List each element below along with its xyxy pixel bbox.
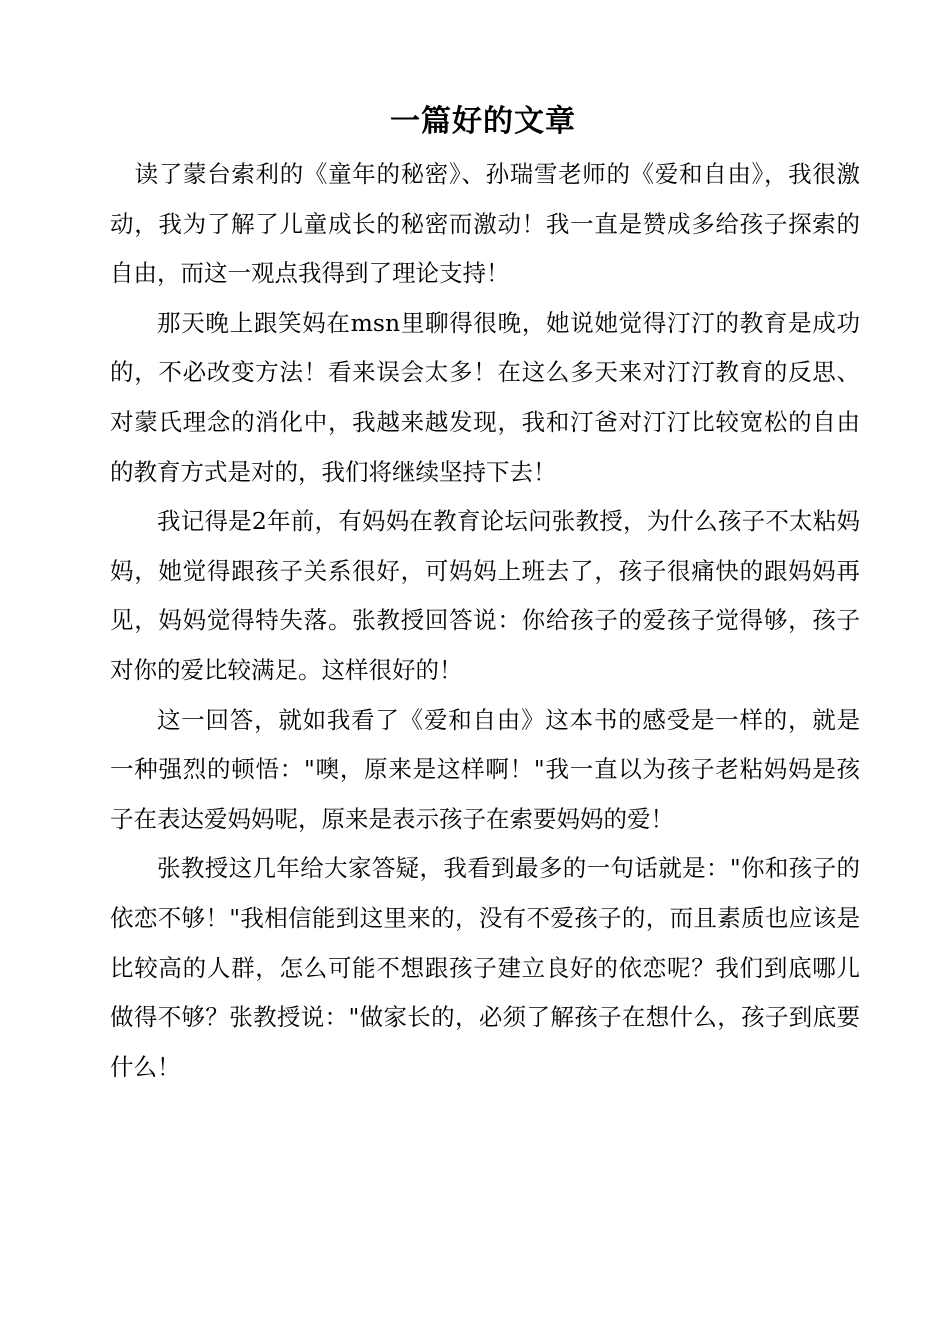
document-body xyxy=(110,150,860,1092)
paragraph: 那天晚上跟笑妈在msn里聊得很晚，她说她觉得汀汀的教育是成功的，不必改变方法！看来误会太多！在这么多天来对汀汀教育的反思、对蒙氏理念的消化中，我越来越发现，我和汀爸对汀汀比较宽松的自由的教育方式是对的，我们将继续坚持下去！ xyxy=(110,308,860,486)
paragraph: 张教授这几年给大家答疑，我看到最多的一句话就是："你和孩子的依恋不够！"我相信能到这里来的，没有不爱孩子的，而且素质也应该是比较高的人群，怎么可能不想跟孩子建立良好的依恋呢？我们到底哪儿做得不够？张教授说："做家长的，必须了解孩子在想什么，孩子到底要什么！ xyxy=(110,854,860,1081)
paragraph: 这一回答，就如我看了《爱和自由》这本书的感受是一样的，就是一种强烈的顿悟："噢，原来是这样啊！"我一直以为孩子老粘妈妈是孩子在表达爱妈妈呢，原来是表示孩子在索要妈妈的爱！ xyxy=(110,705,860,833)
document-title: 一篇好的文章 xyxy=(390,104,576,139)
paragraph: 我记得是2年前，有妈妈在教育论坛问张教授，为什么孩子不太粘妈妈，她觉得跟孩子关系很好，可妈妈上班去了，孩子很痛快的跟妈妈再见，妈妈觉得特失落。张教授回答说：你给孩子的爱孩子觉得够，孩子对你的爱比较满足。这样很好的！ xyxy=(110,507,860,684)
paragraph: 读了蒙台索利的《童年的秘密》、孙瑞雪老师的《爱和自由》，我很激动，我为了解了儿童成长的秘密而激动！我一直是赞成多给孩子探索的自由，而这一观点我得到了理论支持！ xyxy=(110,160,860,288)
